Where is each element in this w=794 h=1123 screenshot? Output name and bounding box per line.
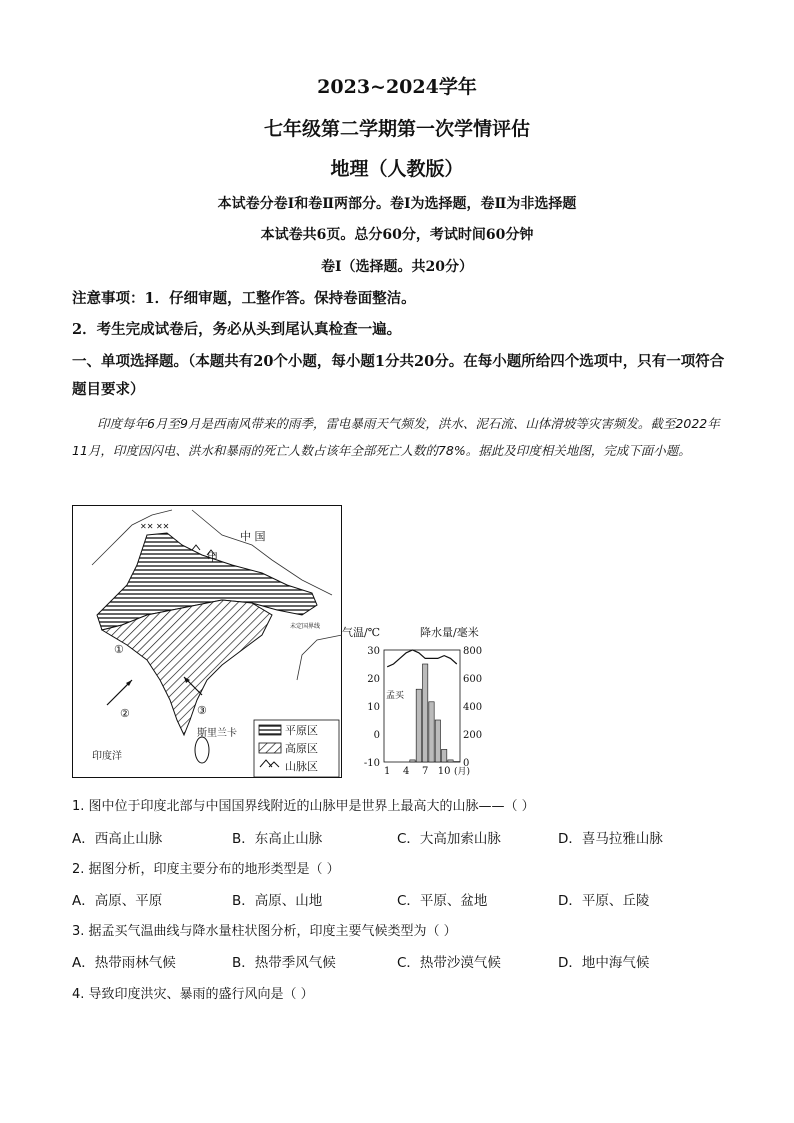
x-tick-label: 4 <box>402 766 410 777</box>
q1-option-c[interactable]: C．大高加索山脉 <box>397 831 501 847</box>
marker-2: ② <box>120 707 130 720</box>
srilanka-label: 斯里兰卡 <box>197 728 237 739</box>
legend-plateau: 高原区 <box>285 742 318 755</box>
city-label: 孟买 <box>386 691 405 701</box>
x-tick-label: 7 <box>421 766 429 777</box>
q1-option-a[interactable]: A．西高止山脉 <box>72 831 163 847</box>
left-tick-label: 10 <box>367 702 380 713</box>
precip-bar <box>442 749 447 762</box>
q3-option-b[interactable]: B．热带季风气候 <box>232 955 336 971</box>
part-one-title: 卷Ⅰ（选择题。共20分） <box>320 259 474 275</box>
left-tick-label: 0 <box>373 730 380 741</box>
ocean-label: 印度洋 <box>92 751 122 762</box>
section-heading: 一、单项选择题。（本题共有20个小题，每小题1分共20分。在每小题所给四个选项中，只有一项符合题目要求） <box>72 353 725 398</box>
left-tick-label: 20 <box>367 674 380 685</box>
q1-option-b[interactable]: B．东高止山脉 <box>232 831 323 847</box>
left-tick-label: 30 <box>367 646 380 657</box>
intro-paragraph: 印度每年6月至9月是西南风带来的雨季，雷电暴雨天气频发，洪水、泥石流、山体滑坡等灾害频发。截至2022年11月，印度因闪电、洪水和暴雨的死亡人数占该年全部死亡人数的78%。据此及印度相关地图，完成下面小题。 <box>72 416 720 458</box>
q3-option-a[interactable]: A．热带雨林气候 <box>72 955 176 971</box>
right-tick-label: 400 <box>463 702 483 713</box>
legend-mountain: 山脉区 <box>285 760 318 773</box>
q2-option-d[interactable]: D．平原、丘陵 <box>558 893 650 909</box>
right-tick-label: 0 <box>463 758 470 769</box>
q2-option-a[interactable]: A．高原、平原 <box>72 893 163 909</box>
border-label: 未定国界线 <box>290 623 321 630</box>
q2-option-b[interactable]: B．高原、山地 <box>232 893 323 909</box>
note-1: 注意事项：1．仔细审题，工整作答。保持卷面整洁。 <box>72 290 416 307</box>
right-tick-label: 800 <box>463 646 483 657</box>
precip-bar <box>435 720 440 762</box>
svg-text:✕✕ ✕✕: ✕✕ ✕✕ <box>140 522 170 531</box>
china-label: 中 国 <box>240 530 266 543</box>
climate-chart <box>340 622 483 782</box>
x-tick-label: 1 <box>383 766 391 777</box>
right-axis-label: 降水量/毫米 <box>420 626 479 639</box>
precip-bar <box>423 664 428 762</box>
marker-1: ① <box>114 643 124 656</box>
year-title: 2023~2024学年 <box>317 76 477 98</box>
q2-option-c[interactable]: C．平原、盆地 <box>397 893 488 909</box>
note-2: 2．考生完成试卷后，务必从头到尾认真检查一遍。 <box>72 321 402 338</box>
question-2: 2. 据图分析，印度主要分布的地形类型是（ ） <box>72 862 340 877</box>
q1-option-d[interactable]: D．喜马拉雅山脉 <box>558 831 663 847</box>
q3-option-c[interactable]: C．热带沙漠气候 <box>397 955 501 971</box>
precip-bar <box>416 689 421 762</box>
marker-3: ③ <box>197 704 207 717</box>
question-3: 3. 据孟买气温曲线与降水量柱状图分析，印度主要气候类型为（ ） <box>72 924 457 939</box>
q3-option-d[interactable]: D．地中海气候 <box>558 955 650 971</box>
question-4: 4. 导致印度洪灾、暴雨的盛行风向是（ ） <box>72 987 314 1002</box>
legend-plain: 平原区 <box>285 724 318 737</box>
right-tick-label: 200 <box>463 730 483 741</box>
x-tick-label: 10 <box>437 766 451 777</box>
left-axis-label: 气温/℃ <box>342 626 381 639</box>
left-tick-label: -10 <box>363 758 380 769</box>
question-1: 1. 图中位于印度北部与中国国界线附近的山脉甲是世界上最高大的山脉——（ ） <box>72 799 535 814</box>
paper-info: 本试卷共6页。总分60分，考试时间60分钟 <box>260 227 534 243</box>
paper-description: 本试卷分卷Ⅰ和卷Ⅱ两部分。卷Ⅰ为选择题，卷Ⅱ为非选择题 <box>217 196 577 212</box>
x-unit-label: (月) <box>454 767 471 777</box>
india-map <box>72 505 342 778</box>
precip-bar <box>448 760 453 762</box>
plot-frame <box>384 650 460 762</box>
precip-bar <box>429 702 434 762</box>
exam-title: 七年级第二学期第一次学情评估 <box>263 118 530 140</box>
right-tick-label: 600 <box>463 674 483 685</box>
range-jia-label: 甲 <box>207 551 218 564</box>
subject-title: 地理（人教版） <box>330 158 464 180</box>
precip-bar <box>410 760 415 762</box>
